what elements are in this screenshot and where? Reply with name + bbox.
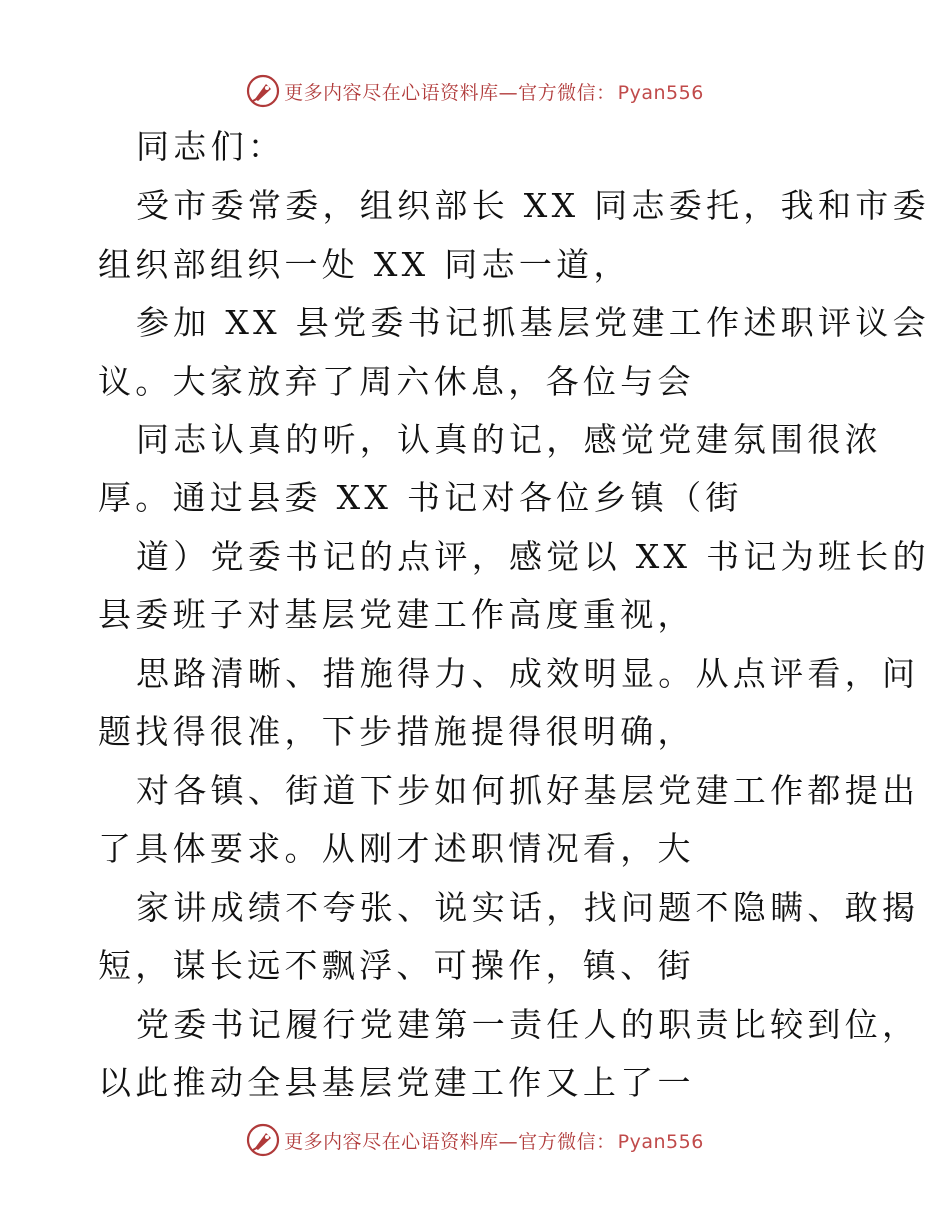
paragraph-line: 同志认真的听，认真的记，感觉党建氛围很浓: [136, 420, 882, 459]
watermark-text: 更多内容尽在心语资料库—官方微信： Pyan556: [284, 1130, 704, 1153]
paragraph-line: 思路清晰、措施得力、成效明显。从点评看，问: [136, 654, 920, 693]
paragraph-line: 家讲成绩不夸张、说实话，找问题不隐瞒、敢揭: [136, 888, 920, 927]
paragraph-line: 道）党委书记的点评，感觉以 XX 书记为班长的: [136, 537, 930, 576]
paragraph-line: 参加 XX 县党委书记抓基层党建工作述职评议会: [136, 303, 930, 342]
header-watermark: [0, 71, 950, 111]
paragraph-line: 受市委常委，组织部长 XX 同志委托，我和市委: [136, 186, 930, 225]
paragraph-line: 短，谋长远不飘浮、可操作，镇、街: [98, 946, 695, 985]
footer-watermark: [0, 1120, 950, 1160]
paragraph-line: 题找得很准，下步措施提得很明确，: [98, 712, 695, 751]
paragraph-line: 以此推动全县基层党建工作又上了一: [98, 1063, 695, 1102]
pen-nib-logo-icon: [246, 74, 280, 108]
paragraph-line: 了具体要求。从刚才述职情况看，大: [98, 829, 695, 868]
paragraph-line: 议。大家放弃了周六休息，各位与会: [98, 362, 695, 401]
paragraph-line: 同志们：: [136, 127, 286, 166]
paragraph-line: 厚。通过县委 XX 书记对各位乡镇（街: [98, 478, 743, 517]
pen-nib-logo-icon: [246, 1123, 280, 1157]
paragraph-line: 对各镇、街道下步如何抓好基层党建工作都提出: [136, 771, 920, 810]
watermark-text: 更多内容尽在心语资料库—官方微信： Pyan556: [284, 81, 704, 104]
paragraph-line: 县委班子对基层党建工作高度重视，: [98, 595, 695, 634]
paragraph-line: 组织部组织一处 XX 同志一道，: [98, 245, 631, 284]
paragraph-line: 党委书记履行党建第一责任人的职责比较到位，: [136, 1005, 920, 1044]
